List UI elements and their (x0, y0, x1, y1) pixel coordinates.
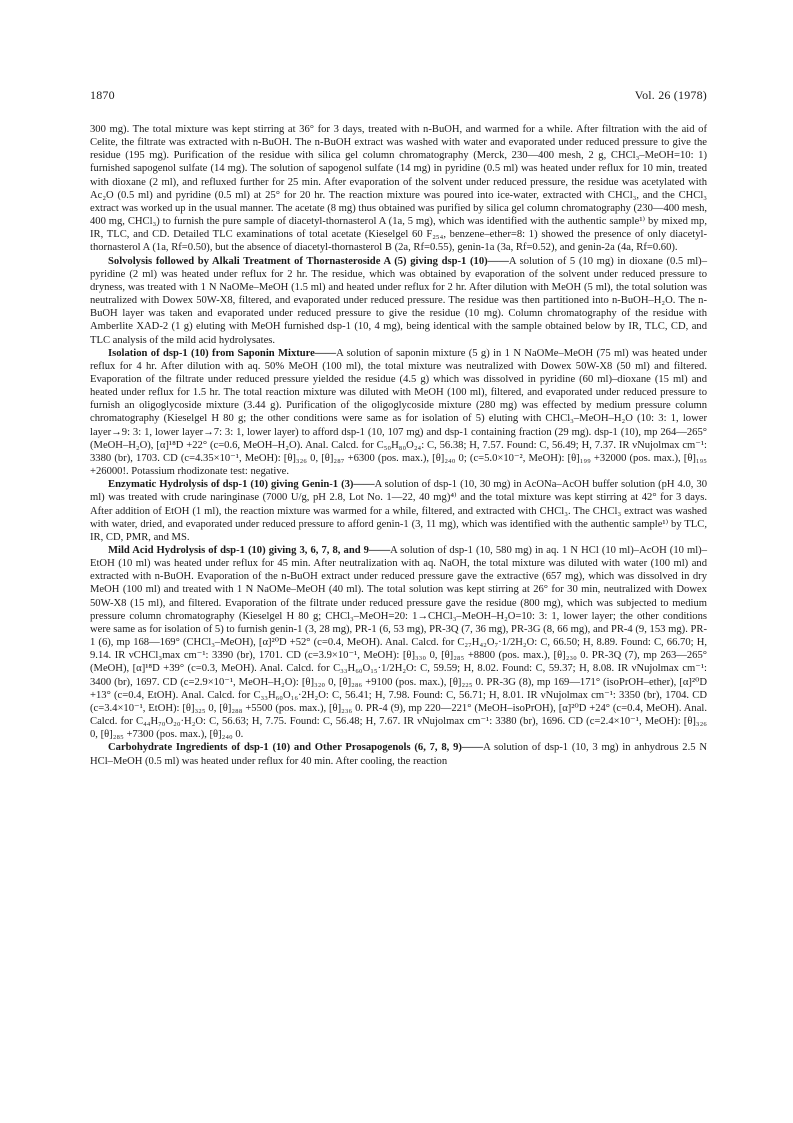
paragraph (90, 544, 707, 741)
paragraph-text: A solution of saponin mixture (5 g) in 1 N NaOMe–MeOH (75 ml) was heated under reflux for 4 hr. After dilution with aq. 50% MeOH (100 ml), the total mixture was neutralized with Dowex 50W-X8 (50 ml) and filtered. Evaporation of the filtrate under reduced pressure yielded the residue (4.5 g) which was dissolved in pyridine (60 ml)–dioxane (15 ml) and heated under reflux for 1.5 hr. The total reaction mixture was diluted with MeOH (100 ml), filtered, and evaporated under reduced pressure to furnish an oligoglycoside mixture (3.44 g). Purification of the oligoglycoside mixture (280 mg) was effected by medium pressure column chromatography (Kieselgel H 80 g; the other conditions were same as for isolation of 5) eluting with CHCl₃–MeOH–H₂O (10: 3: 1, lower layer→9: 3: 1, lower layer→7: 3: 1, lower layer) to afford dsp-1 (10, 107 mg) and dsp-1 containing fraction (29 mg). dsp-1 (10), mp 264—265° (MeOH–H₂O), [α]¹⁸D +22° (c=0.6, MeOH–H₂O). Anal. Calcd. for C₅₀H₈₀O₂₄: C, 56.38; H, 7.57. Found: C, 56.49; H, 7.37. IR νNujolmax cm⁻¹: 3380 (br), 1703. CD (c=4.35×10⁻¹, MeOH): [θ]₃₂₆ 0, [θ]₂₈₇ +6300 (pos. max.), [θ]₂₄₀ 0; (c=5.0×10⁻², MeOH): [θ]₁₉₉ +32000 (pos. max.), [θ]₁₉₅ +26000!. Potassium rhodizonate test: negative. (90, 347, 707, 478)
paragraph-text: A solution of dsp-1 (10, 30 mg) in AcONa–AcOH buffer solution (pH 4.0, 30 ml) was treated with crude naringinase (7000 U/g, pH 2.8, Lot No. 1—22, 40 mg)⁴⁾ and the total mixture was kept stirring at 42° for 3 days. After addition of EtOH (1 ml), the reaction mixture was warmed for a while, filtered, and extracted with CHCl₃. The CHCl₃ extract was washed with water, dried, and evaporated under reduced pressure to afford genin-1 (3, 11 mg), which was identified with the authentic sample¹⁾ by TLC, IR, CD, PMR, and MS. (90, 479, 707, 543)
page-header (90, 88, 707, 106)
section-heading: Isolation of dsp-1 (10) from Saponin Mixture—— (108, 347, 337, 359)
paragraph-text: 300 mg). The total mixture was kept stirring at 36° for 3 days, treated with n-BuOH, and warmed for a while. After filtration with the aid of Celite, the filtrate was extracted with n-BuOH. The n-BuOH extract was washed with water and evaporated under reduced pressure to give the residue (195 mg). Purification of the residue with silica gel column chromatography (Merck, 230—400 mesh, 2 g, CHCl₃–MeOH=10: 1) furnished sapogenol sulfate (14 mg). The solution of sapogenol sulfate (14 mg) in pyridine (0.5 ml) was heated under reflux for 10 min, treated with dioxane (2 ml), and refluxed further for 25 min. After evaporation of the solvent under reduced pressure, the residue was acetylated with Ac₂O (0.5 ml) and pyridine (0.5 ml) at 25° for 20 hr. The reaction mixture was poured into ice-water, extracted with CHCl₃, and the CHCl₃ extract was worked up in the usual manner. The acetate (8 mg) thus obtained was purified by silica gel column chromatography (230—400 mesh, 400 mg, CHCl₃) to furnish the pure sample of diacetyl-thornasterol A (1a, 5 mg), which was identified with the authentic sample¹⁾ by mixed mp, IR, TLC, and CD. Detailed TLC examinations of total acetate (Kieselgel 60 F₂₅₄, benzene–ether=8: 1) showed the presence of only diacetyl-thornasterol A (1a, Rf=0.50), but the absence of diacetyl-thornasterol B (2a, Rf=0.55), genin-1a (3a, Rf=0.52), and genin-2a (4a, Rf=0.60). (90, 124, 708, 254)
volume-label: Vol. 26 (1978) (634, 88, 707, 102)
paragraph-text: A solution of dsp-1 (10, 580 mg) in aq. 1 N HCl (10 ml)–AcOH (10 ml)–EtOH (10 ml) was heated under reflux for 45 min. After neutralization with aq. NaOH, the total mixture was diluted with water (100 ml) and extracted with n-BuOH. Evaporation of the n-BuOH extract under reduced pressure gave the extractive (657 mg), which was dissolved in dry MeOH (100 ml) and treated with 1 N NaOMe–MeOH (40 ml). The total solution was kept stirring at 26° for 30 min, neutralized with Dowex 50W-X8 (15 ml), and filtered. Evaporation of the filtrate under reduced pressure gave the residue (800 mg), which was subjected to medium pressure column chromatography (Kieselgel H 80 g; CHCl₃–MeOH=20: 1→CHCl₃–MeOH–H₂O=10: 3: 1, lower layer; the other conditions were same as for isolation of 5) to furnish genin-1 (3, 28 mg), PR-1 (6, 53 mg), PR-3Q (7, 36 mg), PR-3G (8, 66 mg), and PR-4 (9, 153 mg). PR-1 (6), mp 168—169° (CHCl₃–MeOH), [α]²⁰D +52° (c=0.4, MeOH). Anal. Calcd. for C₂₇H₄₂O₇·1/2H₂O: C, 66.50; H, 8.89. Found: C, 66.70; H, 9.14. IR νCHCl₃max cm⁻¹: 3390 (br), 1701. CD (c=3.9×10⁻¹, MeOH): [θ]₃₃₀ 0, [θ]₂₈₅ +8800 (pos. max.), [θ]₂₃₀ 0. PR-3Q (7), mp 263—265° (MeOH), [α]¹⁸D +39° (c=0.3, MeOH). Anal. Calcd. for C₃₃H₆₀O₁₅·1/2H₂O: C, 59.59; H, 8.02. Found: C, 59.37; H, 8.08. IR νNujolmax cm⁻¹: 3400 (br), 1697. CD (c=2.9×10⁻¹, MeOH–H₂O): [θ]₃₂₀ 0, [θ]₂₈₆ +9100 (pos. max.), [θ]₂₂₅ 0. PR-3G (8), mp 169—171° (isoPrOH–ether), [α]²⁰D +13° (c=0.4, EtOH). Anal. Calcd. for C₃₃H₆₀O₁₆·2H₂O: C, 56.41; H, 7.98. Found: C, 56.71; H, 8.01. IR νNujolmax cm⁻¹: 3350 (br), 1704. CD (c=3.4×10⁻¹, EtOH): [θ]₃₂₅ 0, [θ]₂₈₈ +5500 (pos. max.), [θ]₂₃₆ 0. PR-4 (9), mp 220—221° (MeOH–isoPrOH), [α]²⁰D +24° (c=0.4, MeOH). Anal. Calcd. for C₄₄H₇₀O₂₀·H₂O: C, 56.63; H, 7.75. Found: C, 56.48; H, 7.67. IR νNujolmax cm⁻¹: 3380 (br), 1696. CD (c=2.4×10⁻¹, MeOH): [θ]₃₂₆ 0, [θ]₂₈₅ +7300 (pos. max.), [θ]₂₄₀ 0. (90, 545, 708, 741)
page-number: 1870 (90, 88, 115, 102)
section-heading: Enzymatic Hydrolysis of dsp-1 (10) giving Genin-1 (3)—— (108, 479, 375, 491)
section-heading: Solvolysis followed by Alkali Treatment of Thornasteroside A (5) giving dsp-1 (10)—— (108, 255, 509, 267)
paragraph (90, 123, 707, 255)
section-heading: Mild Acid Hydrolysis of dsp-1 (10) giving 3, 6, 7, 8, and 9—— (108, 545, 391, 556)
paragraph-text: A solution of 5 (10 mg) in dioxane (0.5 ml)–pyridine (2 ml) was heated under reflux for 2 hr. The residue, which was obtained by evaporation of the solvent under reduced pressure to dryness, was treated with 1 N NaOMe–MeOH (1.5 ml) and heated under reflux for 2 hr. After dilution with MeOH (5 ml), the total solution was neutralized with Dowex 50W-X8, filtered, and evaporated under reduced pressure. The residue was then partitioned into n-BuOH–H₂O. The n-BuOH layer was taken and evaporated under reduced pressure to give the residue (10 mg). Column chromatography of the residue with Amberlite XAD-2 (1 g) eluting with MeOH furnished dsp-1 (10, 4 mg), being identical with the sample obtained below by IR, TLC, CD, and TLC analysis of the mild acid hydrolysates. (90, 255, 707, 346)
paragraph (90, 347, 707, 479)
paragraph (90, 255, 707, 347)
paragraph (90, 741, 707, 767)
article-body (90, 123, 707, 768)
paragraph (90, 478, 707, 544)
paragraph-text: A solution of dsp-1 (10, 3 mg) in anhydrous 2.5 N HCl–MeOH (0.5 ml) was heated under reflux for 40 min. After cooling, the reaction (90, 742, 707, 767)
section-heading: Carbohydrate Ingredients of dsp-1 (10) and Other Prosapogenols (6, 7, 8, 9)—— (108, 742, 484, 754)
